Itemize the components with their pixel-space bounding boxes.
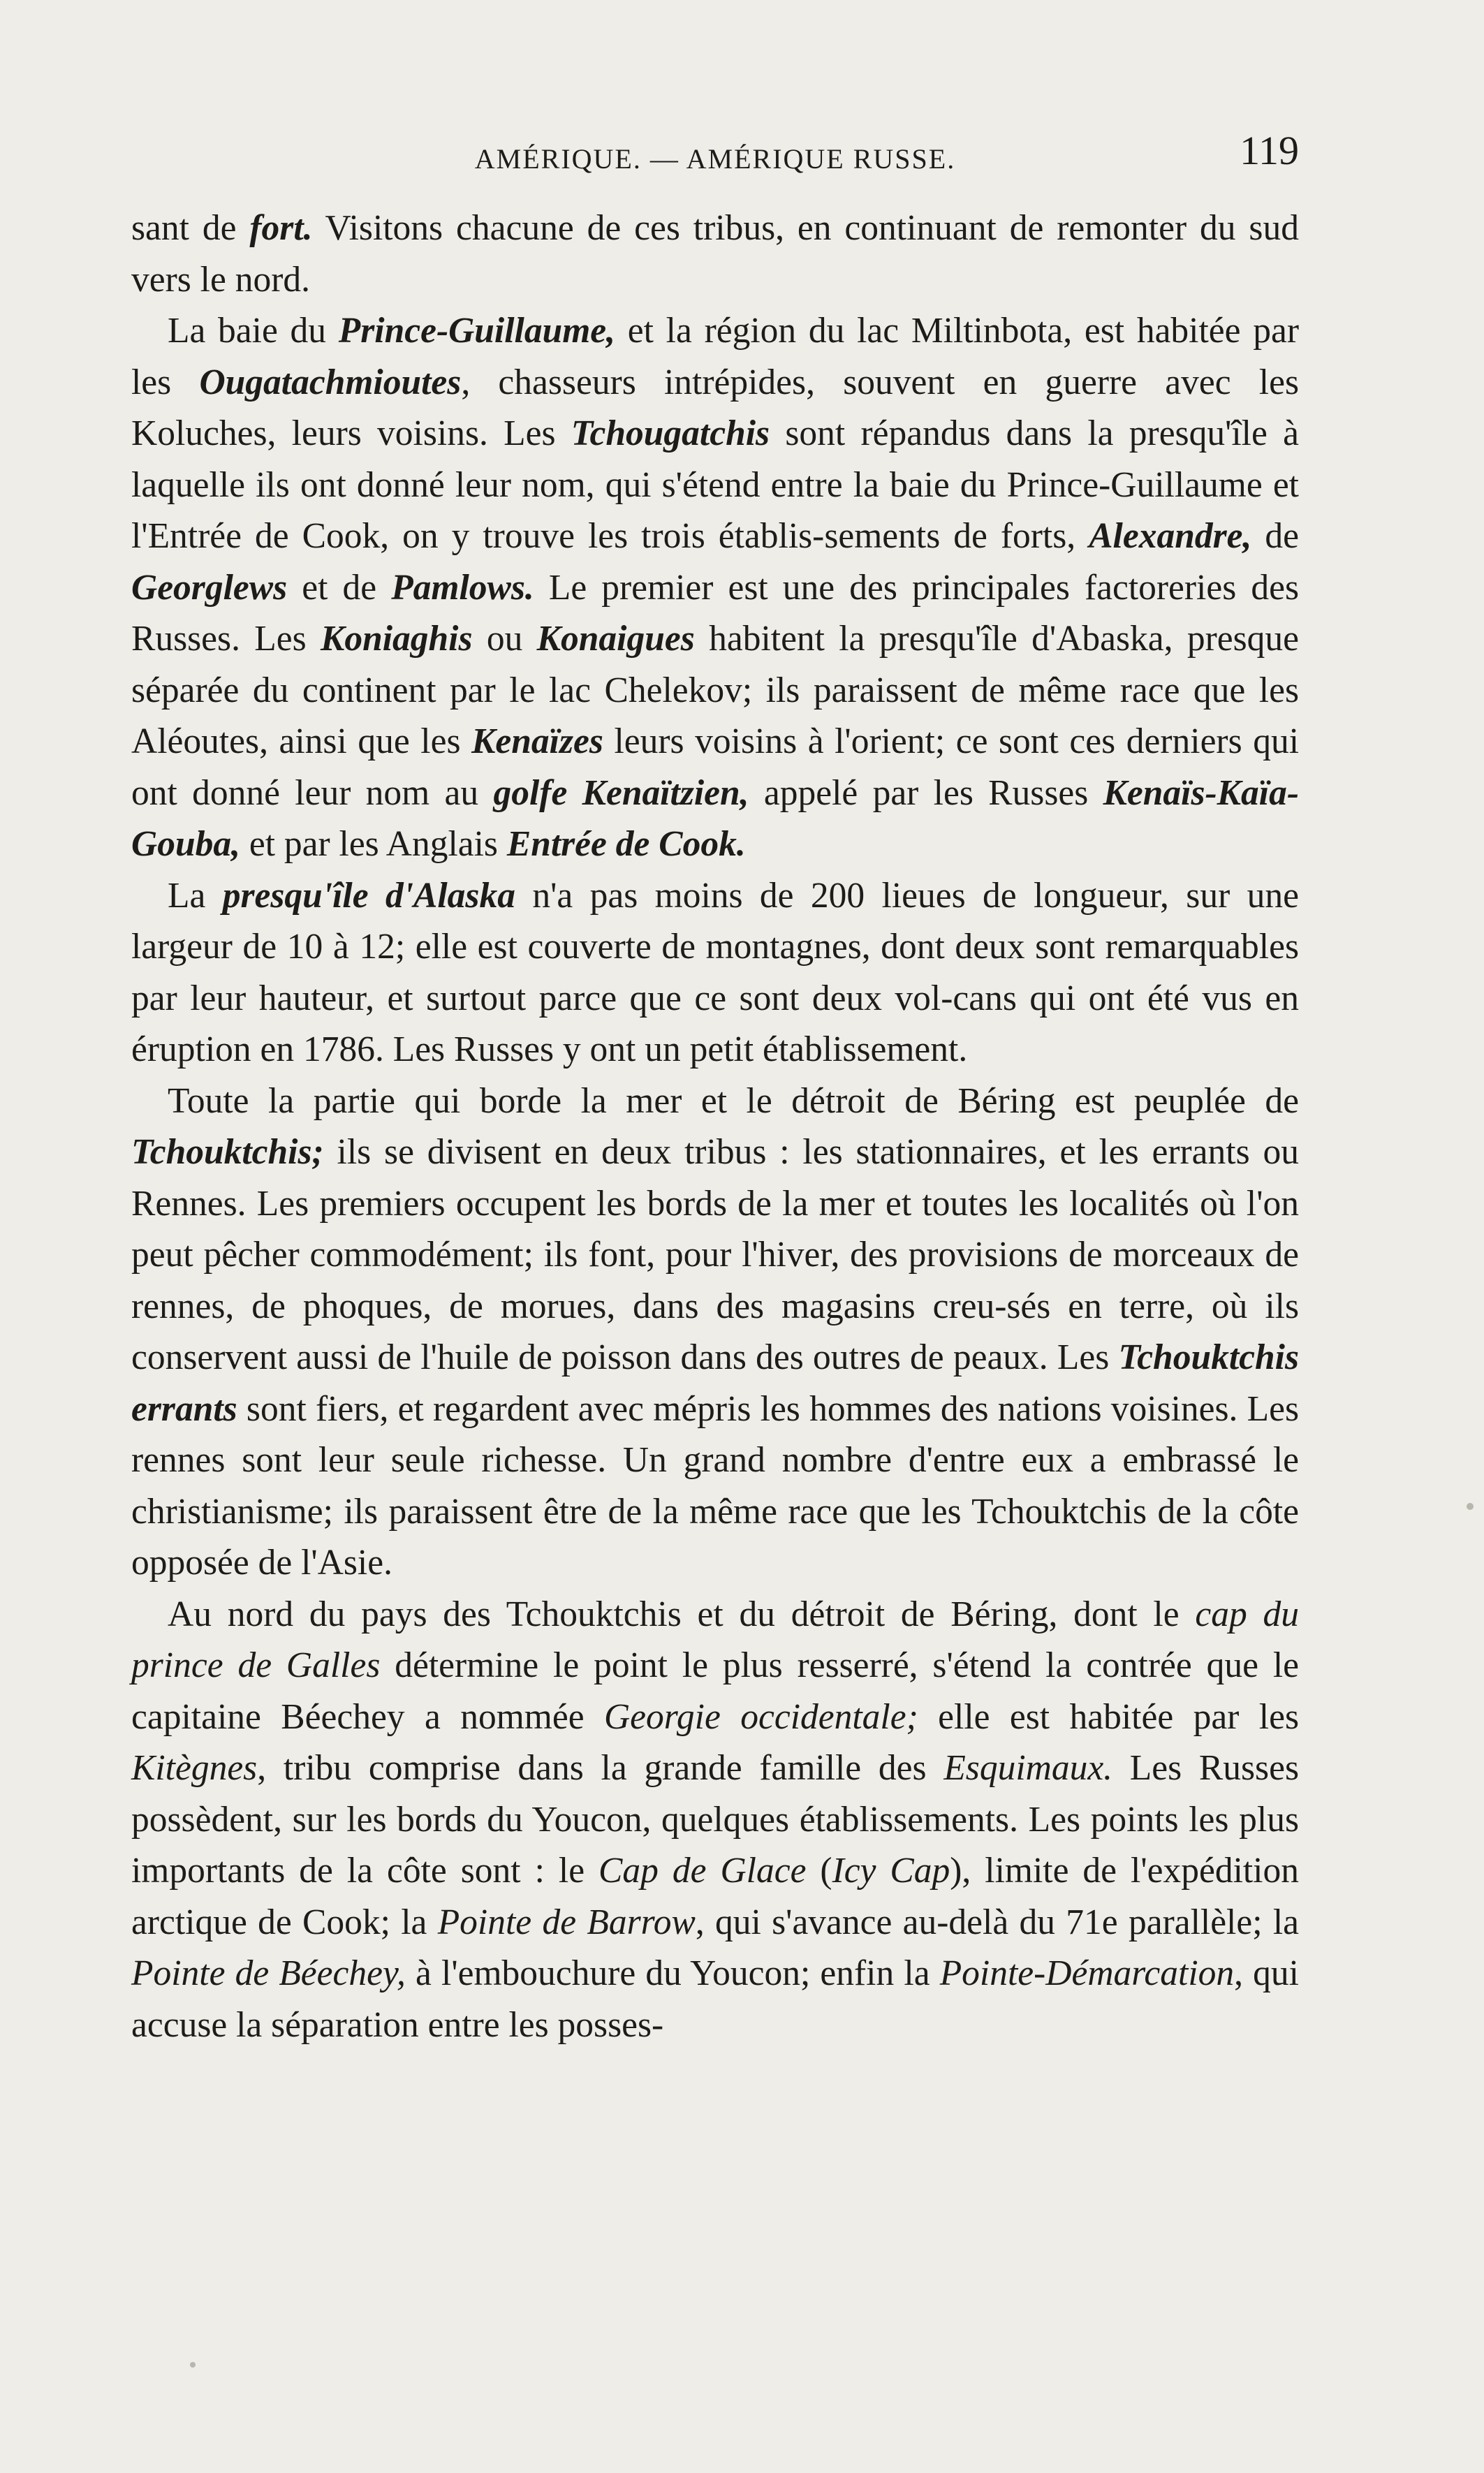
text-run: habitent la presqu'île d'Abaska, presque séparée du continent par le lac Chelekov; ils paraissent de même race que les Aléoutes, ainsi que les — [131, 619, 1300, 761]
italic-term: golfe Kenaïtzien, — [493, 772, 749, 813]
text-run: La — [168, 875, 223, 916]
text-run: Les Russes possèdent, sur les bords du Youcon, quelques établissements. Les points les plus importants de la côte sont : le — [131, 1748, 1299, 1891]
text-run: sont fiers, et regardent avec mépris les hommes des nations voisines. Les rennes sont leur seule richesse. Un grand nombre d'entre eux a embrassé le christianisme; ils paraissent être de la même race que les Tchouktchis de la côte opposée de l'Asie. — [131, 1388, 1299, 1583]
text-run: de — [1251, 516, 1299, 556]
italic-term: Tchouktchis errants — [131, 1337, 1299, 1429]
italic-term: Pamlows. — [391, 567, 534, 608]
text-run: elle est habitée par les — [918, 1696, 1299, 1737]
text-run: , chasseurs intrépides, souvent en guerre avec les Koluches, leurs voisins. Les — [131, 362, 1299, 453]
italic-term: fort. — [249, 208, 313, 248]
running-title: AMÉRIQUE. — AMÉRIQUE RUSSE. — [474, 143, 956, 175]
text-run: ils se divisent en deux tribus : les stationnaires, et les errants ou Rennes. Les premiers occupent les bords de la mer et toutes les localités où l'on peut pêcher commodément; ils font, pour l'hiver, des provisions de morceaux de rennes, de phoques, de morues, dans des magasins creu-sés en terre, où ils conservent aussi de l'huile de poisson dans des outres de peaux. Les — [131, 1132, 1299, 1377]
italic-term: Kenaïzes — [471, 721, 603, 761]
italic-term: Icy Cap — [832, 1851, 950, 1891]
paragraph — [131, 1076, 1299, 1589]
paragraph — [131, 305, 1299, 870]
page-number: 119 — [1240, 128, 1299, 173]
italic-term: Pointe de Barrow — [437, 1902, 696, 1942]
text-run: La baie du — [168, 311, 339, 351]
italic-term: Georgie occidentale; — [603, 1696, 918, 1737]
italic-term: Koniaghis — [320, 619, 473, 659]
text-run: Toute la partie qui borde la mer et le détroit de Béring est peuplée de — [168, 1080, 1299, 1121]
text-run: et de — [287, 567, 392, 608]
italic-term: cap du prince de Galles — [131, 1594, 1299, 1685]
paragraph — [131, 870, 1299, 1076]
italic-term: Georglews — [131, 567, 288, 608]
text-run: leurs voisins à l'orient; ce sont ces derniers qui ont donné leur nom au — [131, 721, 1299, 813]
text-run: Au nord du pays des Tchouktchis et du détroit de Béring, dont le — [168, 1594, 1196, 1634]
body-text — [131, 203, 1299, 2050]
italic-term: Alexandre, — [1089, 516, 1252, 556]
paragraph — [131, 1589, 1299, 2051]
italic-term: Ougatachmioutes — [199, 362, 462, 402]
text-run: Le premier est une des principales factoreries des Russes. Les — [131, 567, 1299, 659]
italic-term: Pointe de Béechey, — [131, 1953, 406, 1993]
text-run: appelé par les Russes — [749, 772, 1103, 813]
italic-term: Tchouktchis; — [131, 1132, 324, 1172]
italic-term: Tchougatchis — [571, 413, 770, 453]
italic-term: Entrée de Cook. — [506, 824, 746, 864]
italic-term: Cap de Glace — [598, 1851, 807, 1891]
text-run: et par les Anglais — [240, 824, 507, 864]
page-header — [131, 127, 1299, 183]
italic-term: Esquimaux. — [943, 1748, 1113, 1788]
text-run: détermine le point le plus resserré, s'étend la contrée que le capitaine Béechey a nommée — [131, 1645, 1299, 1737]
italic-term: Kenaïs-Kaïa-Gouba, — [131, 772, 1299, 864]
text-run: ( — [806, 1851, 832, 1891]
italic-term: Pointe-Démarcation — [939, 1953, 1235, 1993]
text-run: sont répandus dans la presqu'île à laquelle ils ont donné leur nom, qui s'étend entre la baie du Prince-Guillaume et l'Entrée de Cook, on y trouve les trois établis-sements de forts, — [131, 413, 1299, 556]
italic-term: Prince-Guillaume, — [338, 311, 616, 351]
italic-term: presqu'île d'Alaska — [222, 875, 515, 916]
text-run: , tribu comprise dans la grande famille des — [257, 1748, 944, 1788]
paper-speck — [1467, 1503, 1474, 1510]
text-run: et la région du lac Miltinbota, est habitée par les — [131, 311, 1299, 402]
italic-term: Kitègnes — [131, 1748, 258, 1788]
text-run: ou — [472, 619, 537, 659]
text-run: n'a pas moins de 200 lieues de longueur, sur une largeur de 10 à 12; elle est couverte de montagnes, dont deux sont remarquables par leur hauteur, et surtout parce que ce sont deux vol-cans qui ont été vus en éruption en 1786. Les Russes y ont un petit établissement. — [131, 875, 1299, 1069]
text-run: ), limite de l'expédition arctique de Cook; la — [131, 1851, 1299, 1942]
paper-speck — [190, 2362, 196, 2368]
text-run: sant de — [131, 208, 250, 248]
italic-term: Konaigues — [536, 619, 695, 659]
text-run: Visitons chacune de ces tribus, en continuant de remonter du sud vers le nord. — [131, 208, 1299, 300]
text-run: , qui accuse la séparation entre les posses- — [131, 1953, 1299, 2045]
paragraph — [131, 203, 1299, 305]
text-run: , qui s'avance au-delà du 71e parallèle; la — [695, 1902, 1299, 1942]
text-run: à l'embouchure du Youcon; enfin la — [405, 1953, 940, 1993]
